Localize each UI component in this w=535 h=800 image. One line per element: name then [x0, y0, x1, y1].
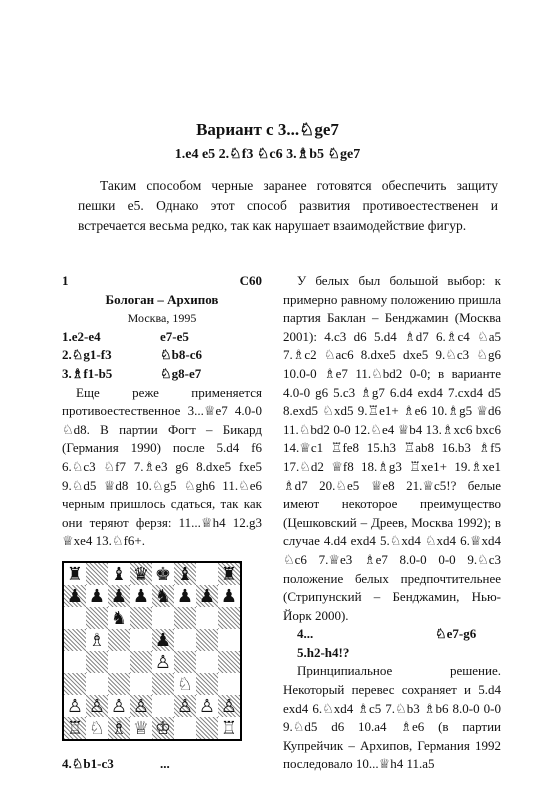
board-square: ♜ — [218, 563, 240, 585]
board-square: ♞ — [108, 607, 130, 629]
board-square: ♟ — [64, 585, 86, 607]
board-square: ♙ — [196, 695, 218, 717]
board-square: ♟ — [174, 585, 196, 607]
board-square — [218, 651, 240, 673]
analysis-paragraph: Принципиальное решение. Некоторый перевес сохраняет и 5.d4 exd4 6.♘xd4 ♗c5 7.♘b3 ♗b6 8.0-0 0-0 9.♘d5 d6 10.a4 ♗e6 (в партии Купрейчик – Архипов, Германия 1992 последовало 10...♕h4 11.a5 — [283, 663, 501, 772]
board-square — [174, 651, 196, 673]
board-square — [64, 673, 86, 695]
board-square: ♜ — [64, 563, 86, 585]
board-square — [64, 607, 86, 629]
board-square: ♗ — [108, 717, 130, 739]
board-square — [64, 629, 86, 651]
board-square: ♟ — [130, 585, 152, 607]
analysis-paragraph: У белых был большой выбор: к примерно равному положению пришла партия Баклан – Бенджамин (Москва 2001): 4.c3 d6 5.d4 ♗d7 6.♗c4 ♘a5 7.♗c2 ♘ac6 8.dxe5 dxe5 9.♘c3 ♘g6 10.0-0 ♗e7 11.♘bd2 0-0; в варианте 4.0-0 g6 5.c3 ♗g7 6.d4 exd4 7.cxd4 d5 8.exd5 ♘xd5 9.♖e1+ ♗e6 10.♗g5 ♕d6 11.♘bd2 0-0 12.♘e4 ♕b4 13.♗xc6 bxc6 14.♕c1 ♖fe8 15.h3 ♖ab8 16.b3 ♗f5 17.♘d2 ♕f8 18.♗g3 ♖xe1+ 19.♗xe1 ♗d7 20.♘e5 ♕e8 21.♕c5!? белые имеют некоторое преимущество (Цешковский – Дреев, Москва 1992); в случае 4.d4 exd4 5.♘xd4 ♘xd4 6.♕xd4 ♘c6 7.♕e3 ♗e7 8.0-0 0-0 9.♘c3 положение белых предпочтительнее (Стрипунский – Бенджамин, Нью-Йорк 2000). — [283, 273, 501, 623]
board-square: ♟ — [196, 585, 218, 607]
game-header — [62, 272, 262, 291]
black-move: ♘e7-g6 — [435, 626, 477, 642]
white-move: 4.♘b1-c3 — [62, 755, 114, 771]
board-square — [130, 607, 152, 629]
board-square: ♟ — [86, 585, 108, 607]
black-move: ... — [160, 755, 170, 771]
board-square — [108, 651, 130, 673]
board-square: ♗ — [86, 629, 108, 651]
board-square: ♙ — [174, 695, 196, 717]
board-square — [218, 629, 240, 651]
board-square — [152, 607, 174, 629]
board-square: ♞ — [152, 585, 174, 607]
move-row — [283, 644, 501, 663]
white-move: 5.h2-h4!? — [297, 644, 350, 660]
section-moves: 1.e4 e5 2.♘f3 ♘c6 3.♗b5 ♘ge7 — [174, 147, 361, 162]
board-square: ♟ — [218, 585, 240, 607]
board-square — [130, 629, 152, 651]
board-square — [130, 651, 152, 673]
board-square — [64, 651, 86, 673]
move-row — [62, 346, 262, 365]
move-row — [62, 365, 262, 384]
board-square: ♙ — [86, 695, 108, 717]
board-square — [152, 695, 174, 717]
chess-diagram — [62, 561, 242, 741]
board-square: ♙ — [108, 695, 130, 717]
board-square: ♘ — [86, 717, 108, 739]
board-square: ♙ — [64, 695, 86, 717]
players: Бологан – Архипов — [105, 291, 219, 307]
board-square: ♟ — [152, 629, 174, 651]
board-square: ♘ — [174, 673, 196, 695]
board-square: ♕ — [130, 717, 152, 739]
move-row — [62, 328, 262, 347]
black-move: e7-e5 — [160, 328, 189, 344]
board-square — [196, 651, 218, 673]
game-number: 1 — [62, 273, 69, 288]
board-square: ♟ — [108, 585, 130, 607]
move-row — [62, 755, 262, 774]
board-square — [218, 607, 240, 629]
left-column — [62, 272, 262, 774]
board-square — [174, 629, 196, 651]
game-place: Москва, 1995 — [127, 311, 197, 326]
white-move: 4... — [297, 626, 314, 642]
board-square: ♛ — [130, 563, 152, 585]
board-square — [108, 629, 130, 651]
board-square: ♝ — [174, 563, 196, 585]
board-square — [196, 563, 218, 585]
intro-paragraph: Таким способом черные заранее готовятся обеспечить защиту пешки е5. Однако этот способ развития противоестественен и встречается весьма редко, так как нарушает взаимодействие фигур. — [78, 178, 498, 233]
board-square — [108, 673, 130, 695]
board-square — [196, 629, 218, 651]
black-move: ♘b8-c6 — [160, 347, 202, 363]
section-title: Вариант с 3...♘ge7 — [196, 120, 339, 139]
eco-code: C60 — [239, 273, 262, 288]
move-row — [283, 625, 501, 644]
board-square: ♔ — [152, 717, 174, 739]
board-square: ♝ — [108, 563, 130, 585]
board-square — [86, 563, 108, 585]
white-move: 1.e2-e4 — [62, 328, 101, 344]
game-comment: Еще реже применяется противоестественное 3...♕e7 4.0-0 ♘d8. В партии Фогт – Бикард (Германия 1990) после 5.d4 f6 6.♘c3 ♘f7 7.♗e3 g6 8.dxe5 fxe5 9.♘d5 ♕d8 10.♘g5 ♘gh6 11.♘e6 черным пришлось сдаться, так как они теряют ферзя: 11...♕h4 12.g3 ♕xe4 13.♘f6+. — [62, 384, 262, 549]
board-square — [86, 607, 108, 629]
board-square: ♖ — [64, 717, 86, 739]
board-square: ♙ — [130, 695, 152, 717]
board-square — [174, 607, 196, 629]
board-square — [174, 717, 196, 739]
black-move: ♘g8-e7 — [160, 365, 202, 381]
right-column — [283, 272, 501, 774]
board-square — [196, 607, 218, 629]
board-square — [196, 673, 218, 695]
board-square — [86, 673, 108, 695]
white-move: 2.♘g1-f3 — [62, 347, 112, 363]
board-square: ♙ — [218, 695, 240, 717]
board-square: ♚ — [152, 563, 174, 585]
board-square — [196, 717, 218, 739]
white-move: 3.♗f1-b5 — [62, 365, 113, 381]
board-square: ♖ — [218, 717, 240, 739]
board-square — [130, 673, 152, 695]
board-square — [86, 651, 108, 673]
board-square — [152, 673, 174, 695]
board-square: ♙ — [152, 651, 174, 673]
board-square — [218, 673, 240, 695]
